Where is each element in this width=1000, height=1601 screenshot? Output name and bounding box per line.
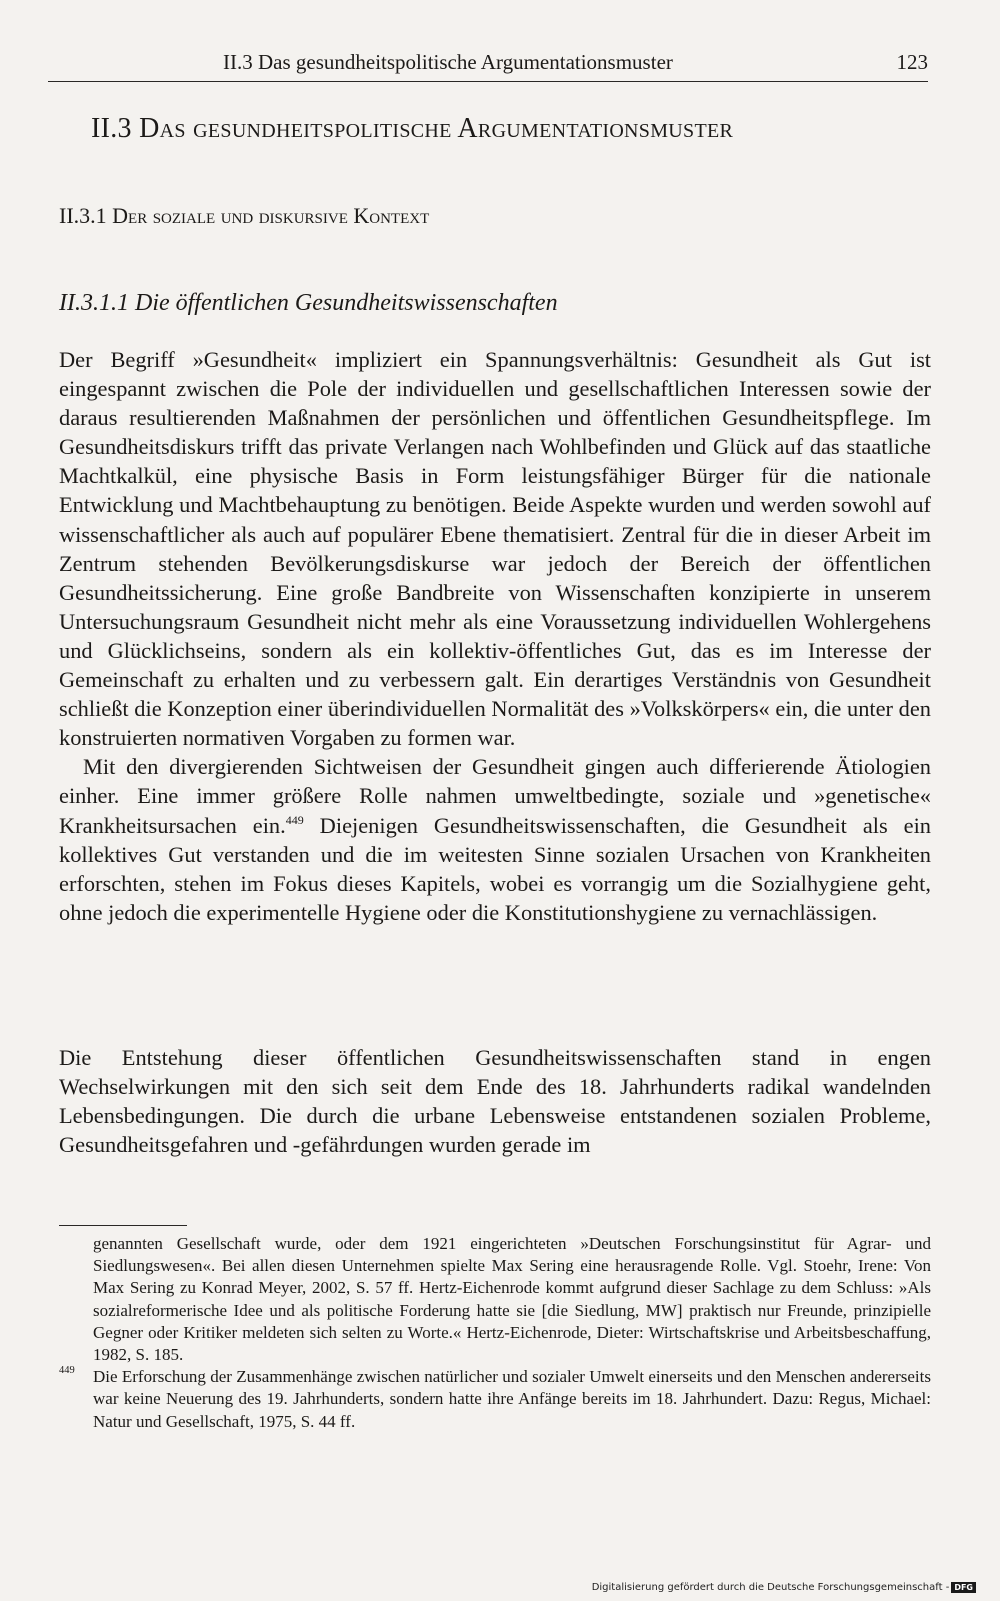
paragraph-text: Diejenigen Gesundheitswissenschaften, die Gesundheit als ein kollektives Gut verstanden und die im weitesten Sinne sozialen Ursachen von Krankheiten erforschten, stehen im Fokus dieses Kapitels, wobei es vorrangig um die Sozialhygiene geht, ohne jedoch die experimentelle Hygiene oder die Konstitutionshygiene zu vernachlässigen. (59, 812, 932, 925)
credit-text: Digitalisierung gefördert durch die Deutsche Forschungsgemeinschaft - (591, 1582, 950, 1593)
running-head-title: II.3 Das gesundheitspolitische Argumentationsmuster (223, 50, 673, 74)
body-text-block-2 (59, 1043, 931, 1159)
footnote (59, 1366, 931, 1433)
footnote-reference[interactable]: 449 (285, 812, 304, 827)
footnote-text: genannten Gesellschaft wurde, oder dem 1921 eingerichteten »Deutschen Forschungsinstitut für Agrar- und Siedlungswesen«. Bei allen diesen Unternehmen spielte Max Sering eine herausragende Rolle. Vgl. Stoehr, Irene: Von Max Sering zu Konrad Meyer, 2002, S. 57 ff. Hertz-Eichenrode kommt aufgrund dieser Sachlage zu dem Schluss: »Als sozialreformerische Idee und als politische Forderung hatte sie [die Siedlung, MW] praktisch nur Freunde, prinzipielle Gegner oder Kritiker meldeten sich selten zu Worte.« Hertz-Eichenrode, Dieter: Wirtschaftskrise und Arbeitsbeschaffung, 1982, S. 185. (93, 1234, 931, 1365)
paragraph: Der Begriff »Gesundheit« impliziert ein Spannungsverhältnis: Gesundheit als Gut ist eingespannt zwischen die Pole der individuellen und gesellschaftlichen Interessen sowie der daraus resultierenden Maßnahmen der persönlichen und öffentlichen Gesundheitspflege. Im Gesundheitsdiskurs trifft das private Verlangen nach Wohlbefinden und Glück auf das staatliche Machtkalkül, eine physische Basis in Form leistungsfähiger Bürger für die nationale Entwicklung und Machtbehauptung zu benötigen. Beide Aspekte wurden und werden sowohl auf wissenschaftlicher als auch auf populärer Ebene thematisiert. Zentral für die in dieser Arbeit im Zentrum stehenden Bevölkerungsdiskurse war jedoch der Bereich der öffentlichen Gesundheitssicherung. Eine große Bandbreite von Wissenschaften konzipierte in unserem Untersuchungsraum Gesundheit nicht mehr als eine Voraussetzung individuellen Wohlergehens und Glücklichseins, sondern als ein kollektiv-öffentliches Gut, das es im Interesse der Gemeinschaft zu erhalten und zu verbessern galt. Ein derartiges Verständnis von Gesundheit schließt die Konzeption einer überindividuellen Normalität des »Volkskörpers« ein, die unter den konstruierten normativen Vorgaben zu formen war. (59, 347, 931, 751)
subsection-title: II.3.1.1 Die öffentlichen Gesundheitswissenschaften (59, 290, 558, 316)
footnote (59, 1233, 931, 1366)
header-rule (48, 81, 928, 82)
paragraph: Die Entstehung dieser öffentlichen Gesundheitswissenschaften stand in engen Wechselwirkungen mit den sich seit dem Ende des 18. Jahrhunderts radikal wandelnden Lebensbedingungen. Die durch die urbane Lebensweise entstandenen sozialen Probleme, Gesundheitsgefahren und -gefährdungen wurden gerade im (59, 1045, 931, 1158)
paragraph (59, 752, 931, 927)
footnotes (59, 1233, 931, 1433)
body-text-block-1 (59, 345, 931, 927)
footnote-text: Die Erforschung der Zusammenhänge zwischen natürlicher und sozialer Umwelt einerseits und den Menschen andererseits war keine Neuerung des 19. Jahrhunderts, sondern hatte ihre Anfänge bereits im 18. Jahrhundert. Dazu: Regus, Michael: Natur und Gesellschaft, 1975, S. 44 ff. (93, 1367, 931, 1431)
chapter-title: II.3 Das gesundheitspolitische Argumentationsmuster (91, 113, 734, 144)
paragraph-text: Mit den divergierenden Sichtweisen der Gesundheit gingen auch differierende Ätiologien einher. Eine immer größere Rolle nahmen umweltbedingte, soziale und »genetische« Krankheitsursachen ein. (59, 754, 931, 838)
dfg-logo: DFG (951, 1582, 976, 1593)
digitization-credit (592, 1582, 976, 1593)
section-title: II.3.1 Der soziale und diskursive Kontext (59, 203, 430, 228)
footnote-number: 449 (59, 1365, 75, 1377)
page-number: 123 (896, 50, 928, 74)
running-head (48, 48, 928, 80)
footnote-rule (59, 1225, 187, 1226)
